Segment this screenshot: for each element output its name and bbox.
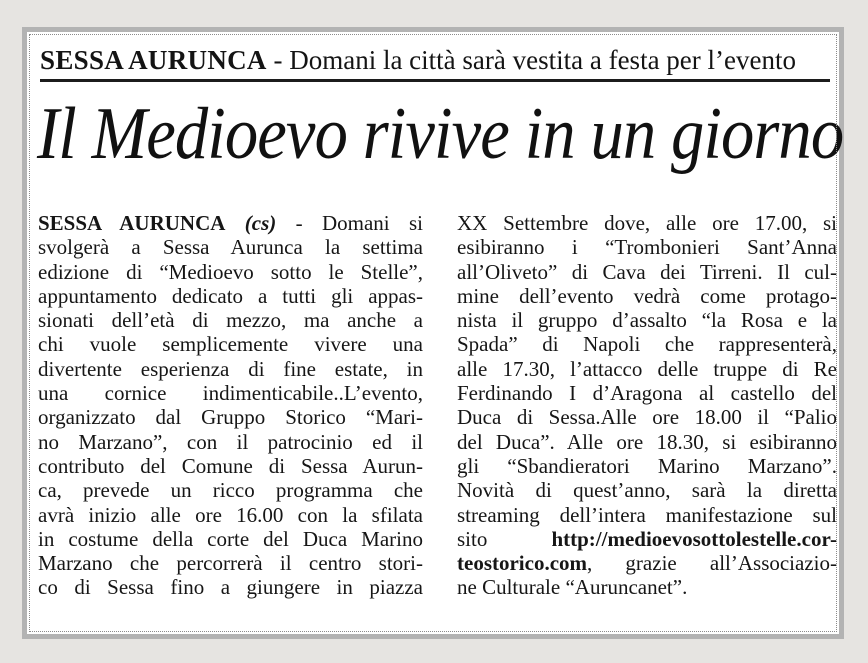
article-line: streaming dell’intera manifestazione sul <box>457 502 837 527</box>
article-line: ca, prevede un ricco programma che <box>38 478 423 503</box>
article-line: no Marzano”, con il patrocinio ed il <box>38 429 423 454</box>
article-line: alle 17.30, l’attacco delle truppe di Re <box>457 356 837 381</box>
byline-line <box>38 211 423 235</box>
article-line: una cornice indimenticabile..L’evento, <box>38 381 423 406</box>
article-line: Duca di Sessa.Alle ore 18.00 il “Palio <box>457 405 837 430</box>
article-line: Novità di quest’anno, sarà la diretta <box>457 478 837 503</box>
url-line-1 <box>457 527 837 551</box>
article-line: svolgerà a Sessa Aurunca la settima <box>38 235 423 260</box>
kicker-place: SESSA AURUNCA <box>40 45 267 75</box>
article-line: avrà inizio alle ore 16.00 con la sfilata <box>38 502 423 527</box>
article-line: del Duca”. Alle ore 18.30, si esibiranno <box>457 429 837 454</box>
article-line: co di Sessa fino a giungere in piazza <box>38 575 423 600</box>
article-line: - Domani si <box>276 211 423 235</box>
article-line-closing: ne Culturale “Auruncanet”. <box>457 575 688 600</box>
article-line: XX Settembre dove, alle ore 17.00, si <box>457 211 837 235</box>
kicker-text: - Domani la città sarà vestita a festa per l’evento <box>266 45 796 75</box>
website-url-part1: http://medioevosottolestelle.cor- <box>551 526 837 551</box>
article-line: Ferdinando I d’Aragona al castello del <box>457 381 837 406</box>
article-line: chi vuole semplicemente vivere una <box>38 332 423 357</box>
article-line: gli “Sbandieratori Marino Marzano”. <box>457 453 837 478</box>
article-line: sionati dell’età di mezzo, ma anche a <box>38 308 423 333</box>
website-url-part2: teostorico.com <box>457 551 588 576</box>
url-line-2 <box>457 551 837 575</box>
kicker <box>40 44 830 76</box>
article-column-right <box>457 211 837 600</box>
kicker-rule <box>40 79 830 82</box>
byline-tag: (cs) <box>244 211 277 235</box>
article-line: contributo del Comune di Sessa Aurun- <box>38 453 423 478</box>
article-line: appuntamento dedicato a tutti gli appas- <box>38 283 423 308</box>
headline: Il Medioevo rivive in un giorno <box>37 93 844 175</box>
after-url-text: , grazie all’Associazio- <box>587 551 837 576</box>
article-column-left <box>38 211 423 600</box>
article-line: edizione di “Medioevo sotto le Stelle”, <box>38 259 423 284</box>
article-line: divertente esperienza di fine estate, in <box>38 356 423 381</box>
article-line: nista il gruppo d’assalto “la Rosa e la <box>457 308 837 333</box>
article-line: Marzano che percorrerà il centro stori- <box>38 551 423 576</box>
article-line: Spada” di Napoli che rappresenterà, <box>457 332 837 357</box>
byline-place: SESSA AURUNCA <box>38 211 226 235</box>
article-line: esibiranno i “Trombonieri Sant’Anna <box>457 235 837 260</box>
article-line: organizzato dal Gruppo Storico “Mari- <box>38 405 423 430</box>
article-line: all’Oliveto” di Cava dei Tirreni. Il cul- <box>457 259 837 284</box>
article-line: sito <box>457 526 488 551</box>
clipping-frame <box>22 27 844 639</box>
article-line: mine dell’evento vedrà come protago- <box>457 283 837 308</box>
article-line: in costume della corte del Duca Marino <box>38 526 423 551</box>
